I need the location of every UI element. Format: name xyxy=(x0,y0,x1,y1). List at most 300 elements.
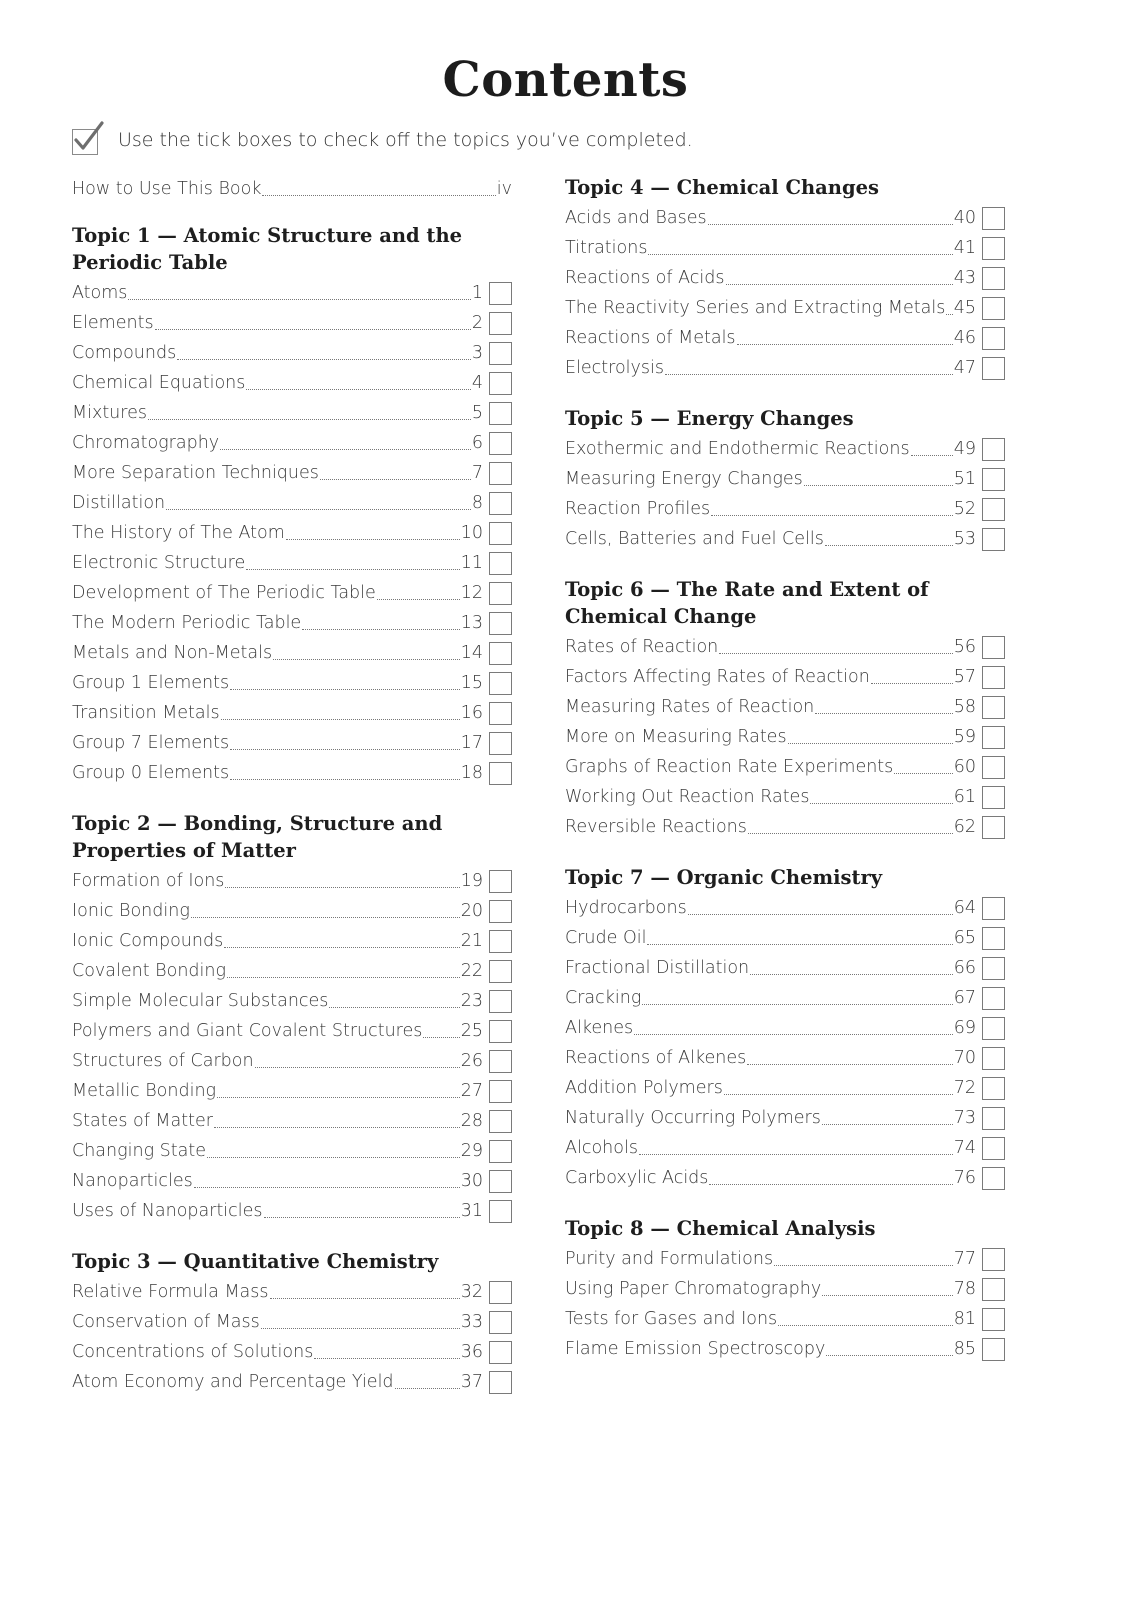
completion-checkbox[interactable] xyxy=(982,297,1005,320)
topic-heading: Topic 7 — Organic Chemistry xyxy=(565,866,883,889)
entry-page: 65 xyxy=(953,928,976,948)
contents-entry[interactable] xyxy=(565,1163,1005,1193)
entry-title: How to Use This Book xyxy=(72,179,262,199)
entry-title: The History of The Atom xyxy=(72,523,285,543)
page-title: Contents xyxy=(442,52,689,108)
entry-page: 22 xyxy=(460,961,483,981)
contents-entry[interactable] xyxy=(565,323,1005,353)
completion-checkbox[interactable] xyxy=(489,1341,512,1364)
completion-checkbox[interactable] xyxy=(982,207,1005,230)
contents-entry[interactable] xyxy=(565,203,1005,233)
contents-entry[interactable] xyxy=(565,1274,1005,1304)
dot-leader xyxy=(270,1298,460,1299)
entry-title: Structures of Carbon xyxy=(72,1051,254,1071)
contents-entry[interactable] xyxy=(565,662,1005,692)
completion-checkbox[interactable] xyxy=(489,1371,512,1394)
contents-entry[interactable] xyxy=(565,893,1005,923)
entry-page: 12 xyxy=(460,583,483,603)
dot-leader xyxy=(750,974,953,975)
dot-leader xyxy=(227,977,460,978)
entry-title: Elements xyxy=(72,313,154,333)
dot-leader xyxy=(221,719,460,720)
completion-checkbox[interactable] xyxy=(982,1047,1005,1070)
instruction-line xyxy=(72,122,693,158)
entry-page: 2 xyxy=(471,313,483,333)
entry-title: Reaction Profiles xyxy=(565,499,711,519)
contents-entry[interactable] xyxy=(72,986,512,1016)
topic-section xyxy=(565,1215,1005,1364)
dot-leader xyxy=(665,374,953,375)
entry-page: 26 xyxy=(460,1051,483,1071)
entry-title: Cells, Batteries and Fuel Cells xyxy=(565,529,824,549)
dot-leader xyxy=(155,329,471,330)
completion-checkbox[interactable] xyxy=(982,1017,1005,1040)
topic-section xyxy=(72,222,512,788)
dot-leader xyxy=(177,359,471,360)
completion-checkbox[interactable] xyxy=(489,522,512,545)
entry-page: 6 xyxy=(471,433,483,453)
entry-title: Alcohols xyxy=(565,1138,638,1158)
entry-title: Nanoparticles xyxy=(72,1171,193,1191)
dot-leader xyxy=(225,887,459,888)
contents-entry[interactable] xyxy=(72,428,512,458)
contents-entry[interactable] xyxy=(72,518,512,548)
dot-leader xyxy=(894,773,952,774)
completion-checkbox[interactable] xyxy=(982,1107,1005,1130)
entry-title: Ionic Bonding xyxy=(72,901,190,921)
completion-checkbox[interactable] xyxy=(489,432,512,455)
entry-title: Metallic Bonding xyxy=(72,1081,217,1101)
entry-page: 27 xyxy=(460,1081,483,1101)
entry-title: Conservation of Mass xyxy=(72,1312,260,1332)
completion-checkbox[interactable] xyxy=(489,462,512,485)
contents-entry[interactable] xyxy=(72,1016,512,1046)
entry-page: 41 xyxy=(953,238,976,258)
entry-title: Titrations xyxy=(565,238,648,258)
dot-leader xyxy=(255,1067,460,1068)
completion-checkbox[interactable] xyxy=(982,1077,1005,1100)
dot-leader xyxy=(423,1037,459,1038)
contents-entry[interactable] xyxy=(565,692,1005,722)
entry-page: 51 xyxy=(953,469,976,489)
entry-title: The Reactivity Series and Extracting Metals xyxy=(565,298,946,318)
entry-title: Cracking xyxy=(565,988,642,1008)
contents-entry[interactable] xyxy=(565,1244,1005,1274)
dot-leader xyxy=(261,1328,460,1329)
completion-checkbox[interactable] xyxy=(489,342,512,365)
dot-leader xyxy=(128,299,470,300)
topic-heading: Topic 8 — Chemical Analysis xyxy=(565,1217,876,1240)
entry-title: Polymers and Giant Covalent Structures xyxy=(72,1021,423,1041)
contents-entry[interactable] xyxy=(72,1337,512,1367)
intro-entry[interactable] xyxy=(72,174,512,204)
contents-entry[interactable] xyxy=(565,1043,1005,1073)
entry-title: The Modern Periodic Table xyxy=(72,613,302,633)
completion-checkbox[interactable] xyxy=(982,1167,1005,1190)
entry-page: 1 xyxy=(471,283,483,303)
completion-checkbox[interactable] xyxy=(489,282,512,305)
entry-page: 23 xyxy=(460,991,483,1011)
dot-leader xyxy=(264,1217,460,1218)
completion-checkbox[interactable] xyxy=(489,1140,512,1163)
completion-checkbox[interactable] xyxy=(982,1308,1005,1331)
entry-page: 73 xyxy=(953,1108,976,1128)
completion-checkbox[interactable] xyxy=(982,786,1005,809)
entry-title: Rates of Reaction xyxy=(565,637,719,657)
entry-page: 58 xyxy=(953,697,976,717)
entry-page: 52 xyxy=(953,499,976,519)
entry-title: Measuring Rates of Reaction xyxy=(565,697,815,717)
topic-heading: Topic 4 — Chemical Changes xyxy=(565,176,880,199)
entry-title: Chromatography xyxy=(72,433,220,453)
contents-entry[interactable] xyxy=(565,1073,1005,1103)
contents-entry[interactable] xyxy=(72,1277,512,1307)
entry-title: Crude Oil xyxy=(565,928,647,948)
entry-title: Compounds xyxy=(72,343,177,363)
entry-title: Simple Molecular Substances xyxy=(72,991,329,1011)
dot-leader xyxy=(639,1154,953,1155)
completion-checkbox[interactable] xyxy=(982,927,1005,950)
completion-checkbox[interactable] xyxy=(489,372,512,395)
entry-title: More Separation Techniques xyxy=(72,463,319,483)
completion-checkbox[interactable] xyxy=(982,468,1005,491)
contents-entry[interactable] xyxy=(72,1196,512,1226)
entry-page: 33 xyxy=(460,1312,483,1332)
contents-entry[interactable] xyxy=(72,488,512,518)
completion-checkbox[interactable] xyxy=(489,312,512,335)
contents-entry[interactable] xyxy=(72,1046,512,1076)
entry-title: Electrolysis xyxy=(565,358,665,378)
completion-checkbox[interactable] xyxy=(489,552,512,575)
entry-page: 36 xyxy=(460,1342,483,1362)
entry-page: 7 xyxy=(471,463,483,483)
entry-title: Concentrations of Solutions xyxy=(72,1342,314,1362)
contents-entry[interactable] xyxy=(72,896,512,926)
entry-page: 3 xyxy=(471,343,483,363)
completion-checkbox[interactable] xyxy=(982,666,1005,689)
dot-leader xyxy=(774,1265,953,1266)
entry-title: Reactions of Alkenes xyxy=(565,1048,747,1068)
entry-page: 56 xyxy=(953,637,976,657)
dot-leader xyxy=(262,195,495,196)
entry-page: 62 xyxy=(953,817,976,837)
entry-title: Relative Formula Mass xyxy=(72,1282,269,1302)
contents-entry[interactable] xyxy=(565,1304,1005,1334)
completion-checkbox[interactable] xyxy=(982,1248,1005,1271)
entry-title: Factors Affecting Rates of Reaction xyxy=(565,667,870,687)
contents-entry[interactable] xyxy=(72,956,512,986)
contents-entry[interactable] xyxy=(72,1076,512,1106)
contents-entry[interactable] xyxy=(565,1334,1005,1364)
completion-checkbox[interactable] xyxy=(982,1278,1005,1301)
contents-entry[interactable] xyxy=(565,263,1005,293)
completion-checkbox[interactable] xyxy=(489,1020,512,1043)
entry-title: Hydrocarbons xyxy=(565,898,687,918)
completion-checkbox[interactable] xyxy=(489,492,512,515)
completion-checkbox[interactable] xyxy=(982,897,1005,920)
completion-checkbox[interactable] xyxy=(982,957,1005,980)
completion-checkbox[interactable] xyxy=(489,1170,512,1193)
entry-page: 37 xyxy=(460,1372,483,1392)
completion-checkbox[interactable] xyxy=(489,1080,512,1103)
entry-title: Group 7 Elements xyxy=(72,733,230,753)
dot-leader xyxy=(822,1124,953,1125)
entry-title: States of Matter xyxy=(72,1111,213,1131)
dot-leader xyxy=(377,599,460,600)
entry-page: 18 xyxy=(460,763,483,783)
contents-entry[interactable] xyxy=(565,293,1005,323)
entry-page: 77 xyxy=(953,1249,976,1269)
dot-leader xyxy=(747,1064,953,1065)
contents-entry[interactable] xyxy=(565,494,1005,524)
entry-page: 67 xyxy=(953,988,976,1008)
completion-checkbox[interactable] xyxy=(489,642,512,665)
entry-page: 61 xyxy=(953,787,976,807)
entry-title: Mixtures xyxy=(72,403,147,423)
completion-checkbox[interactable] xyxy=(489,702,512,725)
entry-page: 10 xyxy=(460,523,483,543)
contents-entry[interactable] xyxy=(72,668,512,698)
completion-checkbox[interactable] xyxy=(489,930,512,953)
dot-leader xyxy=(191,917,460,918)
contents-entry[interactable] xyxy=(72,866,512,896)
topic-section xyxy=(565,576,1005,842)
entry-title: Transition Metals xyxy=(72,703,220,723)
instruction-text: Use the tick boxes to check off the topics you’ve completed. xyxy=(118,129,693,151)
contents-entry[interactable] xyxy=(72,278,512,308)
entry-page: 11 xyxy=(460,553,483,573)
dot-leader xyxy=(230,689,460,690)
completion-checkbox[interactable] xyxy=(489,1311,512,1334)
dot-leader xyxy=(647,944,952,945)
contents-entry[interactable] xyxy=(565,434,1005,464)
contents-entry[interactable] xyxy=(565,1013,1005,1043)
entry-page: 32 xyxy=(460,1282,483,1302)
entry-title: Flame Emission Spectroscopy xyxy=(565,1339,826,1359)
entry-page: 5 xyxy=(471,403,483,423)
completion-checkbox[interactable] xyxy=(489,582,512,605)
entry-title: Uses of Nanoparticles xyxy=(72,1201,263,1221)
entry-page: 14 xyxy=(460,643,483,663)
contents-column-left xyxy=(72,174,512,1397)
completion-checkbox[interactable] xyxy=(489,732,512,755)
entry-page: 78 xyxy=(953,1279,976,1299)
dot-leader xyxy=(246,389,470,390)
contents-entry[interactable] xyxy=(565,782,1005,812)
entry-page: 17 xyxy=(460,733,483,753)
dot-leader xyxy=(711,515,953,516)
contents-entry[interactable] xyxy=(72,338,512,368)
entry-page: 40 xyxy=(953,208,976,228)
entry-page: 29 xyxy=(460,1141,483,1161)
contents-entry[interactable] xyxy=(72,758,512,788)
contents-entry[interactable] xyxy=(565,1103,1005,1133)
contents-entry[interactable] xyxy=(565,464,1005,494)
contents-entry[interactable] xyxy=(565,752,1005,782)
dot-leader xyxy=(194,1187,460,1188)
dot-leader xyxy=(708,224,953,225)
contents-entry[interactable] xyxy=(565,233,1005,263)
contents-entry[interactable] xyxy=(72,1166,512,1196)
entry-title: Ionic Compounds xyxy=(72,931,224,951)
completion-checkbox[interactable] xyxy=(489,612,512,635)
completion-checkbox[interactable] xyxy=(982,987,1005,1010)
entry-page: 25 xyxy=(460,1021,483,1041)
contents-entry[interactable] xyxy=(72,368,512,398)
contents-entry[interactable] xyxy=(72,1307,512,1337)
topic-section xyxy=(565,864,1005,1193)
dot-leader xyxy=(634,1034,953,1035)
contents-column-right xyxy=(565,174,1005,1364)
dot-leader xyxy=(314,1358,459,1359)
tick-icon xyxy=(72,129,98,155)
completion-checkbox[interactable] xyxy=(982,696,1005,719)
contents-entry[interactable] xyxy=(72,398,512,428)
entry-page: 69 xyxy=(953,1018,976,1038)
completion-checkbox[interactable] xyxy=(489,672,512,695)
contents-entry[interactable] xyxy=(72,578,512,608)
entry-page: 45 xyxy=(953,298,976,318)
contents-entry[interactable] xyxy=(565,983,1005,1013)
dot-leader xyxy=(822,1295,953,1296)
completion-checkbox[interactable] xyxy=(489,960,512,983)
contents-entry[interactable] xyxy=(565,722,1005,752)
entry-page: 20 xyxy=(460,901,483,921)
dot-leader xyxy=(778,1325,953,1326)
contents-entry[interactable] xyxy=(565,812,1005,842)
entry-title: Working Out Reaction Rates xyxy=(565,787,810,807)
entry-title: Reactions of Acids xyxy=(565,268,725,288)
completion-checkbox[interactable] xyxy=(489,1200,512,1223)
topic-heading: Topic 1 — Atomic Structure and the Periodic Table xyxy=(72,224,463,274)
contents-entry[interactable] xyxy=(565,632,1005,662)
entry-page: 47 xyxy=(953,358,976,378)
dot-leader xyxy=(273,659,460,660)
entry-title: Measuring Energy Changes xyxy=(565,469,803,489)
entry-page: 53 xyxy=(953,529,976,549)
dot-leader xyxy=(911,455,953,456)
entry-page: 46 xyxy=(953,328,976,348)
entry-page: 85 xyxy=(953,1339,976,1359)
topic-heading: Topic 5 — Energy Changes xyxy=(565,407,854,430)
contents-entry[interactable] xyxy=(72,548,512,578)
contents-entry[interactable] xyxy=(72,308,512,338)
entry-title: Graphs of Reaction Rate Experiments xyxy=(565,757,894,777)
completion-checkbox[interactable] xyxy=(982,726,1005,749)
contents-entry[interactable] xyxy=(565,353,1005,383)
entry-title: Reactions of Metals xyxy=(565,328,736,348)
completion-checkbox[interactable] xyxy=(489,900,512,923)
entry-page: 81 xyxy=(953,1309,976,1329)
dot-leader xyxy=(224,947,460,948)
completion-checkbox[interactable] xyxy=(489,1110,512,1133)
entry-page: 16 xyxy=(460,703,483,723)
dot-leader xyxy=(709,1184,952,1185)
contents-entry[interactable] xyxy=(72,926,512,956)
completion-checkbox[interactable] xyxy=(982,498,1005,521)
completion-checkbox[interactable] xyxy=(982,267,1005,290)
dot-leader xyxy=(286,539,460,540)
contents-entry[interactable] xyxy=(565,524,1005,554)
entry-page: iv xyxy=(496,179,512,199)
completion-checkbox[interactable] xyxy=(982,327,1005,350)
completion-checkbox[interactable] xyxy=(489,870,512,893)
entry-page: 64 xyxy=(953,898,976,918)
dot-leader xyxy=(737,344,953,345)
dot-leader xyxy=(719,653,952,654)
completion-checkbox[interactable] xyxy=(982,1338,1005,1361)
contents-entry[interactable] xyxy=(72,1367,512,1397)
completion-checkbox[interactable] xyxy=(489,402,512,425)
completion-checkbox[interactable] xyxy=(982,636,1005,659)
entry-page: 15 xyxy=(460,673,483,693)
entry-title: Addition Polymers xyxy=(565,1078,723,1098)
entry-page: 59 xyxy=(953,727,976,747)
entry-title: Formation of Ions xyxy=(72,871,225,891)
contents-entry[interactable] xyxy=(565,953,1005,983)
dot-leader xyxy=(648,254,952,255)
completion-checkbox[interactable] xyxy=(982,528,1005,551)
dot-leader xyxy=(329,1007,459,1008)
entry-title: Atom Economy and Percentage Yield xyxy=(72,1372,394,1392)
contents-entry[interactable] xyxy=(72,1136,512,1166)
entry-page: 31 xyxy=(460,1201,483,1221)
contents-entry[interactable] xyxy=(565,923,1005,953)
dot-leader xyxy=(217,1097,460,1098)
completion-checkbox[interactable] xyxy=(982,816,1005,839)
contents-entry[interactable] xyxy=(72,728,512,758)
topic-heading: Topic 3 — Quantitative Chemistry xyxy=(72,1250,439,1273)
entry-title: Exothermic and Endothermic Reactions xyxy=(565,439,910,459)
entry-page: 70 xyxy=(953,1048,976,1068)
contents-entry[interactable] xyxy=(565,1133,1005,1163)
contents-entry[interactable] xyxy=(72,608,512,638)
completion-checkbox[interactable] xyxy=(982,357,1005,380)
completion-checkbox[interactable] xyxy=(489,990,512,1013)
dot-leader xyxy=(826,1355,952,1356)
completion-checkbox[interactable] xyxy=(982,438,1005,461)
contents-entry[interactable] xyxy=(72,458,512,488)
completion-checkbox[interactable] xyxy=(982,1137,1005,1160)
dot-leader xyxy=(815,713,952,714)
dot-leader xyxy=(871,683,953,684)
entry-page: 30 xyxy=(460,1171,483,1191)
entry-page: 28 xyxy=(460,1111,483,1131)
entry-title: Atoms xyxy=(72,283,128,303)
entry-title: Reversible Reactions xyxy=(565,817,747,837)
completion-checkbox[interactable] xyxy=(982,237,1005,260)
topic-section xyxy=(565,405,1005,554)
entry-title: Metals and Non-Metals xyxy=(72,643,273,663)
entry-title: Group 1 Elements xyxy=(72,673,230,693)
contents-entry[interactable] xyxy=(72,698,512,728)
contents-entry[interactable] xyxy=(72,638,512,668)
entry-page: 57 xyxy=(953,667,976,687)
completion-checkbox[interactable] xyxy=(489,1281,512,1304)
completion-checkbox[interactable] xyxy=(489,1050,512,1073)
dot-leader xyxy=(302,629,460,630)
completion-checkbox[interactable] xyxy=(982,756,1005,779)
entry-title: Naturally Occurring Polymers xyxy=(565,1108,821,1128)
topic-heading: Topic 2 — Bonding, Structure and Properties of Matter xyxy=(72,812,443,862)
dot-leader xyxy=(214,1127,460,1128)
completion-checkbox[interactable] xyxy=(489,762,512,785)
right-topic-list xyxy=(565,174,1005,1364)
entry-page: 21 xyxy=(460,931,483,951)
entry-page: 72 xyxy=(953,1078,976,1098)
contents-entry[interactable] xyxy=(72,1106,512,1136)
dot-leader xyxy=(788,743,953,744)
